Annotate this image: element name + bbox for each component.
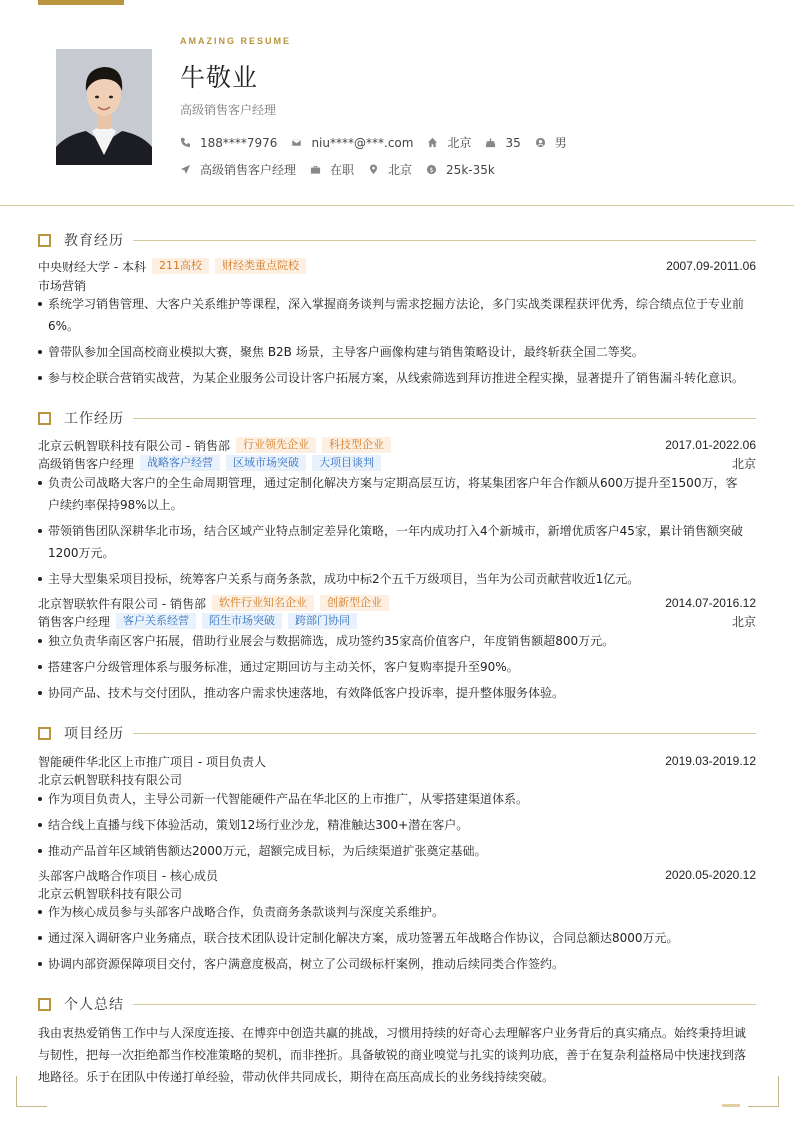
corner-decoration (16, 1076, 47, 1107)
email-item (291, 136, 413, 150)
project-bullets (38, 901, 748, 979)
education-row (38, 258, 756, 274)
school-tag: 211高校 (152, 258, 209, 274)
job-company-row (38, 595, 756, 611)
target-city-text: 北京 (388, 163, 413, 177)
work-heading (38, 410, 756, 426)
role-tag: 陌生市场突破 (202, 613, 282, 629)
bullet-item: 推动产品首年区域销售额达2000万元，超额完成目标，为后续渠道扩张奠定基础。 (38, 840, 748, 862)
bullet-item: 曾带队参加全国高校商业模拟大赛，聚焦 B2B 场景，主导客户画像构建与销售策略设计，最终斩获全国二等奖。 (38, 341, 748, 363)
role-tag: 战略客户经营 (140, 455, 220, 471)
hometown-item (427, 134, 471, 151)
bullet-item: 协同产品、技术与交付团队，推动客户需求快速落地，有效降低客户投诉率，提升整体服务体验。 (38, 682, 748, 704)
candidate-name: 牛敬业 (180, 63, 259, 92)
hometown-text: 北京 (447, 136, 472, 150)
summary-heading (38, 996, 756, 1012)
age-item (485, 136, 520, 150)
section-divider (133, 418, 756, 419)
company-name: 北京云帆智联科技有限公司 - 销售部 (38, 438, 230, 453)
summary-title: 个人总结 (64, 997, 124, 1013)
projects-heading (38, 725, 756, 741)
bullet-item: 独立负责华南区客户拓展，借助行业展会与数据筛选，成功签约35家高价值客户，年度销售额超800万元。 (38, 630, 748, 652)
corner-decoration (748, 1076, 779, 1107)
bullet-item: 结合线上直播与线下体验活动，策划12场行业沙龙，精准触达300+潜在客户。 (38, 814, 748, 836)
bullet-item: 系统学习销售管理、大客户关系维护等课程，深入掌握商务谈判与需求挖掘方法论，多门实战类课程获评优秀，综合绩点位于专业前6%。 (38, 293, 748, 337)
education-heading (38, 232, 756, 248)
section-divider (133, 1004, 756, 1005)
project-name: 头部客户战略合作项目 - 核心成员 (38, 868, 218, 883)
send-icon (180, 164, 191, 175)
section-marker-icon (38, 998, 51, 1011)
company-name: 北京智联软件有限公司 - 销售部 (38, 596, 206, 611)
bullet-item: 作为核心成员参与头部客户战略合作，负责商务条款谈判与深度关系维护。 (38, 901, 748, 923)
job-city: 北京 (731, 456, 756, 471)
section-marker-icon (38, 412, 51, 425)
job-date: 2017.01-2022.06 (665, 438, 756, 452)
major-name: 市场营销 (38, 278, 87, 293)
target-city-item (368, 161, 412, 178)
resume-header (0, 0, 794, 206)
bullet-item: 主导大型集采项目投标，统筹客户关系与商务条款，成功中标2个五千万级项目，当年为公司贡献营收近1亿元。 (38, 568, 748, 590)
company-tag: 行业领先企业 (236, 437, 316, 453)
section-marker-icon (38, 727, 51, 740)
projects-title: 项目经历 (64, 726, 124, 742)
brand-label: AMAZING RESUME (180, 36, 291, 46)
money-icon (426, 164, 437, 175)
work-title: 工作经历 (64, 411, 124, 427)
education-date: 2007.09-2011.06 (666, 259, 756, 273)
project-company-row (38, 885, 756, 901)
role-tag: 跨部门协同 (288, 613, 357, 629)
home-icon (427, 137, 438, 148)
project-company-row (38, 771, 756, 787)
job-role: 销售客户经理 (38, 614, 111, 629)
mail-icon (291, 137, 302, 148)
project-bullets (38, 788, 748, 866)
status-item (310, 161, 354, 178)
school-name: 中央财经大学 - 本科 (38, 259, 146, 274)
job-city: 北京 (731, 614, 756, 629)
education-title: 教育经历 (64, 233, 124, 249)
project-name: 智能硬件华北区上市推广项目 - 项目负责人 (38, 754, 266, 769)
major-row (38, 277, 756, 293)
bullet-item: 通过深入调研客户业务痛点，联合技术团队设计定制化解决方案，成功签署五年战略合作协议，合同总额达8000万元。 (38, 927, 748, 949)
bullet-item: 作为项目负责人，主导公司新一代智能硬件产品在华北区的上市推广，从零搭建渠道体系。 (38, 788, 748, 810)
job-bullets (38, 472, 748, 594)
footer-accent (722, 1104, 740, 1107)
summary-text: 我由衷热爱销售工作中与人深度连接、在博弈中创造共赢的挑战，习惯用持续的好奇心去理解客户业务背后的真实痛点。始终秉持坦诚与韧性，把每一次拒绝都当作校准策略的契机，而非挫折。具备敏锐的商业嗅觉与扎实的谈判功底，善于在复杂利益格局中快速找到落地路径。乐于在团队中传递打单经验，带动伙伴共同成长，期待在高压高成长的业务线持续突破。 (38, 1026, 747, 1084)
role-tag: 大项目谈判 (312, 455, 381, 471)
job-role: 高级销售客户经理 (38, 456, 135, 471)
bullet-item: 负责公司战略大客户的全生命周期管理，通过定制化解决方案与定期高层互访，将某集团客户年合作额从600万提升至1500万，客户续约率保持98%以上。 (38, 472, 748, 516)
education-bullets (38, 293, 748, 393)
svg-text:$: $ (429, 165, 434, 174)
location-icon (368, 164, 379, 175)
status-text: 在职 (330, 163, 355, 177)
section-marker-icon (38, 234, 51, 247)
job-company-row (38, 437, 756, 453)
target-role-item (180, 161, 296, 178)
bullet-item: 搭建客户分级管理体系与服务标准，通过定期回访与主动关怀，客户复购率提升至90%。 (38, 656, 748, 678)
bullet-item: 协调内部资源保障项目交付，客户满意度极高，树立了公司级标杆案例，推动后续同类合作签约。 (38, 953, 748, 975)
target-role-text: 高级销售客户经理 (200, 163, 297, 177)
section-divider (133, 733, 756, 734)
gender-item (535, 134, 567, 151)
briefcase-icon (310, 164, 321, 175)
phone-icon (180, 137, 191, 148)
phone-text: 188****7976 (200, 135, 278, 150)
bullet-item: 参与校企联合营销实战营，为某企业服务公司设计客户拓展方案，从线索筛选到拜访推进全程实操，显著提升了销售漏斗转化意识。 (38, 367, 748, 389)
phone-item (180, 136, 277, 150)
company-tag: 科技型企业 (322, 437, 391, 453)
project-date: 2019.03-2019.12 (665, 754, 756, 768)
intent-row (180, 161, 509, 178)
salary-text: 25k-35k (446, 162, 495, 177)
salary-item (426, 163, 495, 177)
bullet-item: 带领销售团队深耕华北市场，结合区域产业特点制定差异化策略，一年内成功打入4个新城市，新增优质客户45家，累计销售额突破1200万元。 (38, 520, 748, 564)
cake-icon (485, 137, 496, 148)
project-date: 2020.05-2020.12 (665, 868, 756, 882)
project-row (38, 753, 756, 769)
project-company: 北京云帆智联科技有限公司 (38, 886, 183, 901)
company-tag: 创新型企业 (320, 595, 389, 611)
job-date: 2014.07-2016.12 (665, 596, 756, 610)
age-text: 35 (505, 135, 521, 150)
job-role-row (38, 455, 756, 471)
email-text: niu****@***.com (311, 135, 414, 150)
candidate-title: 高级销售客户经理 (180, 103, 277, 117)
company-tag: 软件行业知名企业 (212, 595, 314, 611)
section-divider (133, 240, 756, 241)
contact-row (180, 134, 581, 151)
gender-icon (535, 137, 546, 148)
job-bullets (38, 630, 748, 708)
project-company: 北京云帆智联科技有限公司 (38, 772, 183, 787)
school-tag: 财经类重点院校 (215, 258, 306, 274)
project-row (38, 867, 756, 883)
role-tag: 客户关系经营 (116, 613, 196, 629)
job-role-row (38, 613, 756, 629)
role-tag: 区域市场突破 (226, 455, 306, 471)
profile-photo (56, 49, 152, 165)
gender-text: 男 (554, 136, 567, 150)
